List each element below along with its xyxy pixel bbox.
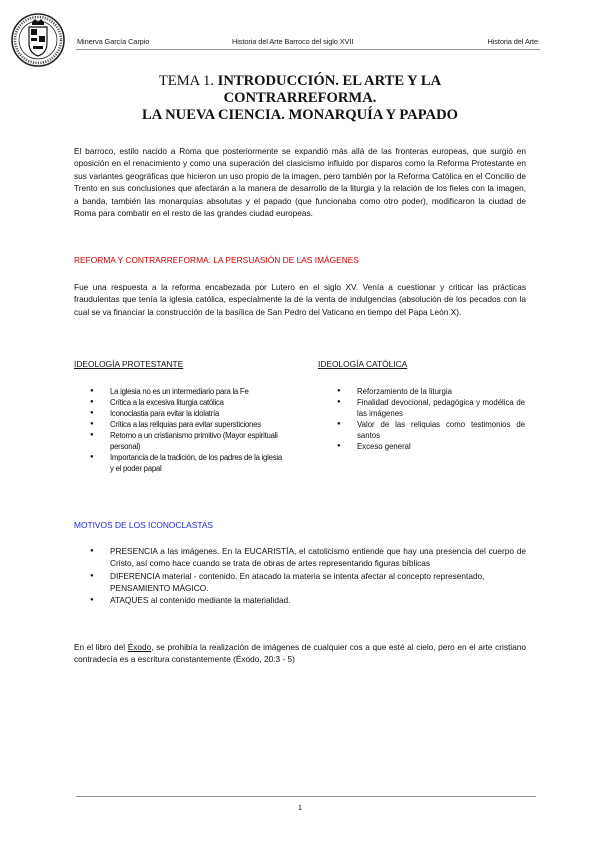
- exodo-paragraph: [74, 641, 526, 666]
- list-item: ● La iglesia no es un intermediario para la Fe: [90, 386, 282, 397]
- list-item: ● ATAQUES al contenido mediante la materialidad.: [90, 594, 526, 606]
- list-item: ● Exceso general: [337, 441, 525, 452]
- list-item: ● Crítica a las reliquias para evitar supersticiones: [90, 419, 282, 430]
- catholic-ideology-heading: IDEOLOGÍA CATÓLICA: [318, 359, 408, 369]
- list-item: ● Crítica a la excesiva liturgia católica: [90, 397, 282, 408]
- reforma-paragraph: Fue una respuesta a la reforma encabezada por Lutero en el siglo XV. Venía a cuestionar y criticar las prácticas fraudulentas que tenía la iglesia católica, especialmente la de la venta de indulgencias (absolución de los pecados con la cual se va financiar la construcción de la basílica de San Pedro del Vaticano en tiempo del Papa León X).: [74, 282, 526, 317]
- title-line1: INTRODUCCIÓN. EL ARTE Y LA: [217, 73, 442, 89]
- protestant-ideology-list: [90, 386, 282, 474]
- exodo-text-after: , se prohibía la realización de imágenes de cualquier cos a que esté al cielo, pero en el arte cristiano contradecía es a escritura constantemente (Éxodo, 20:3 - 5): [74, 642, 526, 665]
- list-item: ● Finalidad devocional, pedagógica y modélica de las imágenes: [337, 397, 525, 419]
- title-line2: CONTRARREFORMA.: [223, 90, 377, 106]
- list-item: ● DIFERENCIA material - contenido. En atacado la materia se intenta afectar al concepto representado, PENSAMIENTO MÁGICO.: [90, 570, 526, 595]
- list-item: ● Retorno a un cristianismo primitivo (Mayor espirituali personal): [90, 430, 282, 452]
- list-item: ● PRESENCIA a las imágenes. En la EUCARISTÍA, el catolicismo entiende que hay una presencia del cuerpo de Cristo, así como hace cuando se trata de obras de artes representando figuras bíblicas: [90, 545, 526, 570]
- list-item: ● Reforzamiento de la liturgia: [337, 386, 525, 397]
- title-line3: LA NUEVA CIENCIA. MONARQUÍA Y PAPADO: [142, 107, 458, 123]
- page-number: 1: [297, 803, 303, 812]
- title-lead: TEMA 1.: [158, 73, 215, 89]
- intro-paragraph: El barroco, estilo nacido a Roma que posteriormente se expandió más allá de las fronteras europeas, que surgió en oposición en el renacimiento y como una superación del clasicismo influido por disparos como la Reforma Protestante en sus variantes geográficas que hicieron un uso propio de la imagen, pero también por la Reforma Católica en el Concilio de Trento en sus conclusiones que afectarán a la manera de desarrollo de la liturgia y la relación de los fieles con la imagen, a banda, también las monarquías absolutas y el papado (que funcionaba como otro poder), modificaron la ciudad de Roma para combatir en el resto de las grandes ciudad europeas.: [74, 146, 526, 219]
- header-course: Historia del Arte Barroco del siglo XVII: [232, 37, 354, 46]
- university-seal-logo: [10, 8, 66, 72]
- exodo-link[interactable]: Éxodo: [127, 642, 152, 652]
- protestant-ideology-heading: IDEOLOGÍA PROTESTANTE: [74, 359, 184, 369]
- list-item: ● Valor de las reliquias como testimonios de santos: [337, 419, 525, 441]
- motivos-list: [90, 545, 526, 606]
- header-divider: [76, 49, 540, 50]
- list-item: ● Iconoclastia para evitar la idolatría: [90, 408, 282, 419]
- header-author: Minerva García Carpio: [77, 37, 150, 46]
- exodo-text-before: En el libro del: [74, 642, 128, 652]
- motivos-heading: MOTIVOS DE LOS ICONOCLASTAS: [74, 520, 213, 530]
- catholic-ideology-list: [337, 386, 525, 452]
- list-item: ● Importancia de la tradición, de los padres de la iglesia y el poder papal: [90, 452, 282, 474]
- reforma-heading: REFORMA Y CONTRARREFORMA: LA PERSUASIÓN DE LAS IMÁGENES: [74, 255, 359, 265]
- header-subject: Historia del Arte: [487, 37, 538, 46]
- page-title: [100, 73, 500, 124]
- footer-divider: [76, 796, 536, 797]
